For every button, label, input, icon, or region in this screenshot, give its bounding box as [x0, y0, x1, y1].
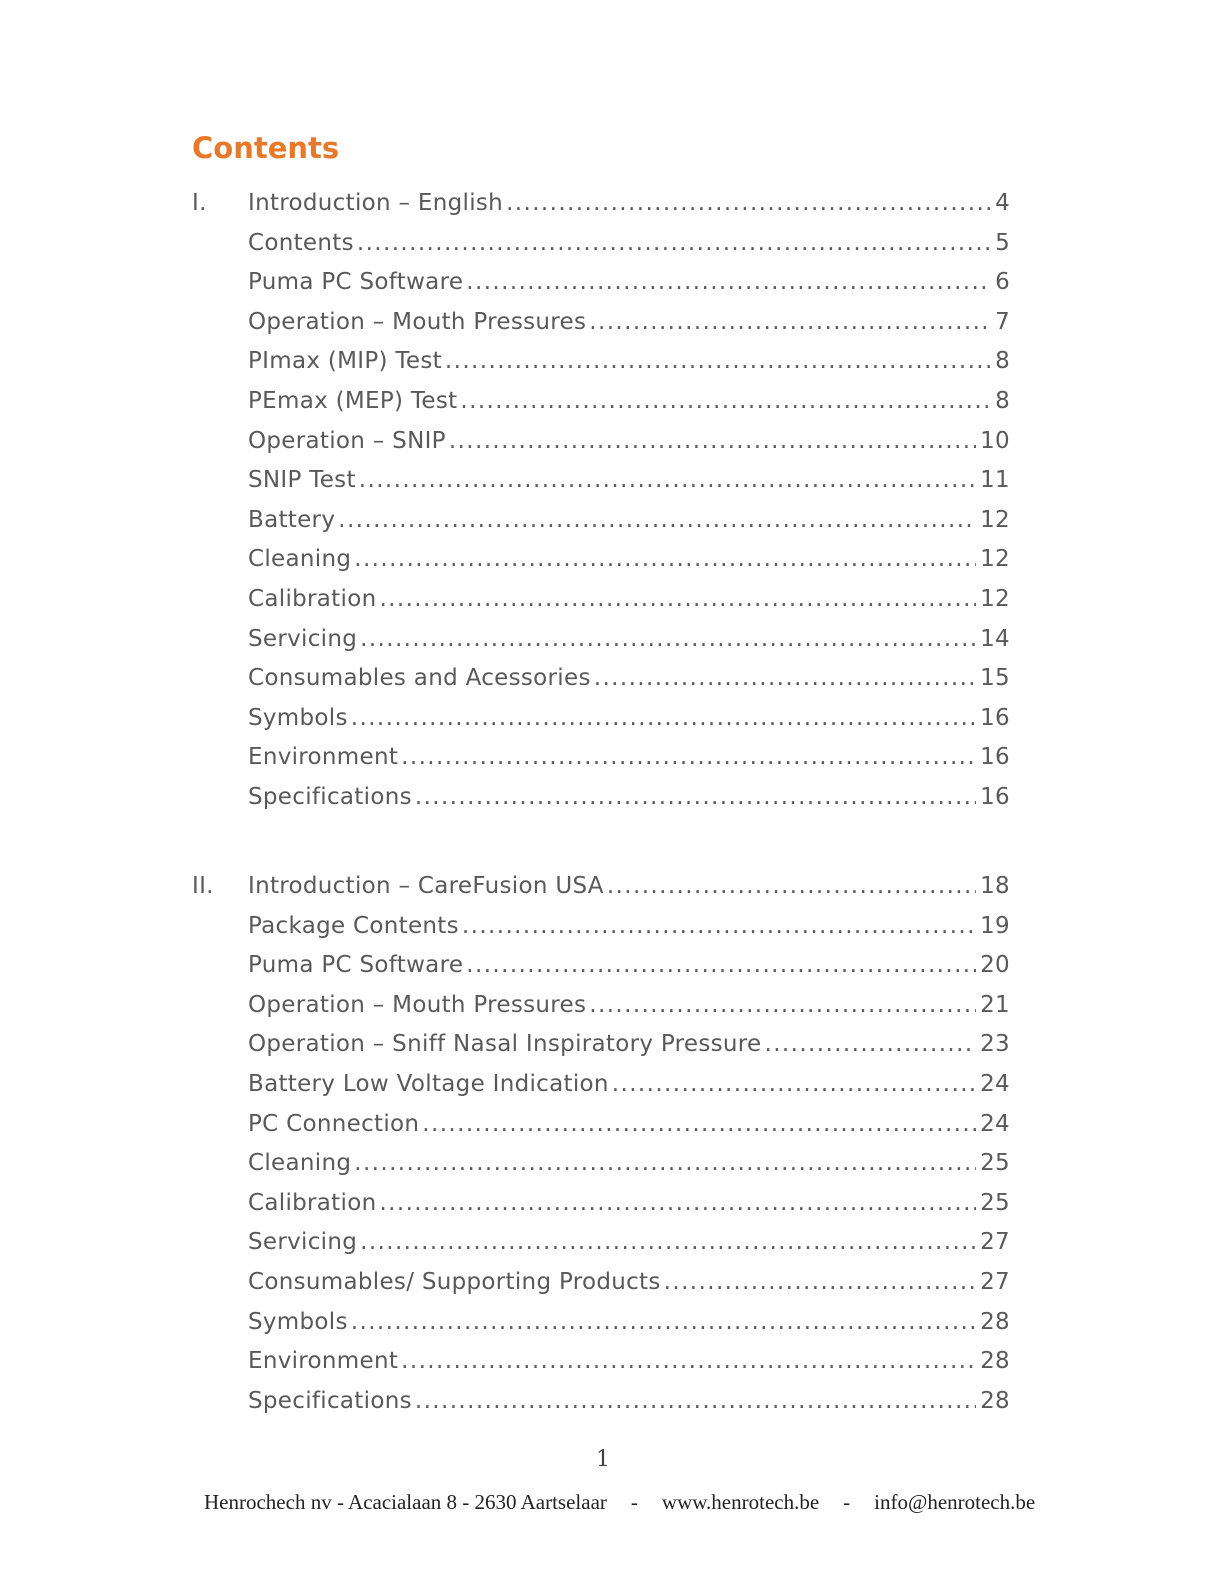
- toc-entry-label[interactable]: Puma PC Software: [248, 269, 464, 296]
- toc-entry-line[interactable]: [248, 342, 1010, 382]
- toc-entry-label[interactable]: PC Connection: [248, 1110, 420, 1137]
- toc-entry[interactable]: [0, 1223, 1219, 1263]
- toc-entry-page-number[interactable]: 12: [980, 546, 1010, 573]
- dot-leader: [415, 778, 976, 818]
- toc-entry[interactable]: [0, 580, 1219, 620]
- toc-entry-label[interactable]: SNIP Test: [248, 467, 356, 494]
- toc-entry-page-number[interactable]: 7: [995, 308, 1010, 335]
- toc-entry-line[interactable]: [248, 946, 1010, 986]
- page-title: Contents: [192, 131, 340, 165]
- toc-entry-line[interactable]: [248, 986, 1010, 1026]
- toc-entry-line[interactable]: [248, 303, 1010, 343]
- toc-entry-line[interactable]: [248, 778, 1010, 818]
- dot-leader: [351, 699, 976, 739]
- toc-entry-line[interactable]: [248, 907, 1010, 947]
- toc-entry[interactable]: [0, 1382, 1219, 1422]
- toc-entry-page-number[interactable]: 12: [980, 506, 1010, 533]
- toc-entry[interactable]: [0, 867, 1219, 907]
- toc-entry-page-number[interactable]: 25: [980, 1189, 1010, 1216]
- toc-entry-label[interactable]: PEmax (MEP) Test: [248, 387, 458, 414]
- dot-leader: [422, 1105, 976, 1145]
- dot-leader: [589, 303, 991, 343]
- footer-company: Henrochech nv - Acacialaan 8 - 2630 Aartselaar: [204, 1490, 607, 1514]
- toc-entry[interactable]: [0, 1263, 1219, 1303]
- toc-entry-line[interactable]: [248, 461, 1010, 501]
- toc-entry-page-number[interactable]: 18: [980, 873, 1010, 899]
- toc-entry[interactable]: [0, 699, 1219, 739]
- toc-entry[interactable]: [0, 263, 1219, 303]
- footer-email[interactable]: info@henrotech.be: [874, 1490, 1036, 1514]
- dot-leader: [607, 867, 976, 907]
- toc-entry-label[interactable]: Consumables and Acessories: [248, 665, 591, 692]
- toc-entry[interactable]: [0, 342, 1219, 382]
- toc-entry-page-number[interactable]: 28: [980, 1308, 1010, 1335]
- footer: [204, 1490, 1035, 1515]
- toc-entry-page-number[interactable]: 10: [980, 427, 1010, 454]
- toc-entry[interactable]: [0, 1025, 1219, 1065]
- toc-entry[interactable]: [0, 738, 1219, 778]
- toc-entry-line[interactable]: [248, 184, 1010, 224]
- toc-entry-line[interactable]: [248, 501, 1010, 541]
- dot-leader: [765, 1025, 977, 1065]
- dot-leader: [445, 342, 991, 382]
- toc-entry-label[interactable]: Cleaning: [248, 1150, 352, 1177]
- toc-entry-page-number[interactable]: 4: [995, 190, 1010, 216]
- toc-entry-line[interactable]: [248, 382, 1010, 422]
- toc-entry[interactable]: [0, 620, 1219, 660]
- dot-leader: [360, 620, 976, 660]
- dot-leader: [379, 1184, 976, 1224]
- toc-entry-page-number[interactable]: 21: [980, 991, 1010, 1018]
- toc-entry-label[interactable]: Calibration: [248, 585, 377, 612]
- toc-entry[interactable]: [0, 1303, 1219, 1343]
- toc-entry-page-number[interactable]: 8: [995, 348, 1010, 375]
- toc-entry-line[interactable]: [248, 867, 1010, 907]
- dot-leader: [594, 659, 976, 699]
- dot-leader: [354, 540, 976, 580]
- dot-leader: [359, 461, 976, 501]
- toc-entry[interactable]: [0, 1342, 1219, 1382]
- footer-separator: -: [843, 1490, 851, 1514]
- toc-entry-line[interactable]: [248, 1382, 1010, 1422]
- toc-entry-line[interactable]: [248, 580, 1010, 620]
- toc-entry[interactable]: [0, 907, 1219, 947]
- toc-entry-line[interactable]: [248, 1184, 1010, 1224]
- page-number: 1: [596, 1447, 610, 1472]
- toc-entry-page-number[interactable]: 12: [980, 585, 1010, 612]
- dot-leader: [379, 580, 976, 620]
- toc-entry-page-number[interactable]: 24: [980, 1070, 1010, 1097]
- toc-entry-line[interactable]: [248, 422, 1010, 462]
- toc-entry[interactable]: [0, 986, 1219, 1026]
- toc-entry[interactable]: [0, 946, 1219, 986]
- toc-entry-page-number[interactable]: 5: [995, 229, 1010, 256]
- dot-leader: [664, 1263, 976, 1303]
- toc-entry-label[interactable]: Battery: [248, 506, 336, 533]
- toc-entry-page-number[interactable]: 11: [980, 467, 1010, 494]
- dot-leader: [506, 184, 991, 224]
- toc-entry-line[interactable]: [248, 1223, 1010, 1263]
- dot-leader: [462, 907, 976, 947]
- toc-entry[interactable]: [0, 501, 1219, 541]
- toc-section-english: [0, 184, 1219, 818]
- toc-entry-line[interactable]: [248, 540, 1010, 580]
- dot-leader: [449, 422, 976, 462]
- dot-leader: [401, 738, 976, 778]
- toc-section-carefusion-usa: [0, 867, 1219, 1421]
- toc-entry-label[interactable]: Contents: [248, 229, 354, 256]
- toc-entry-page-number[interactable]: 27: [980, 1229, 1010, 1256]
- toc-entry-page-number[interactable]: 28: [980, 1348, 1010, 1375]
- toc-entry-label[interactable]: Specifications: [248, 783, 412, 810]
- toc-entry-label[interactable]: Environment: [248, 744, 399, 771]
- toc-entry-line[interactable]: [248, 263, 1010, 303]
- toc-entry[interactable]: [0, 1144, 1219, 1184]
- dot-leader: [357, 224, 991, 264]
- toc-entry-line[interactable]: [248, 620, 1010, 660]
- toc-entry-line[interactable]: [248, 1025, 1010, 1065]
- toc-entry-line[interactable]: [248, 1144, 1010, 1184]
- toc-entry-label[interactable]: Introduction – English: [248, 190, 504, 216]
- toc-entry-label[interactable]: Introduction – CareFusion USA: [248, 873, 604, 899]
- toc-entry-page-number[interactable]: 16: [980, 704, 1010, 731]
- toc-entry[interactable]: [0, 422, 1219, 462]
- toc-entry-label[interactable]: Environment: [248, 1348, 399, 1375]
- dot-leader: [338, 501, 976, 541]
- dot-leader: [589, 986, 976, 1026]
- section-numeral: I.: [192, 190, 207, 216]
- toc-entry-page-number[interactable]: 16: [980, 744, 1010, 771]
- toc-entry-label[interactable]: Package Contents: [248, 912, 459, 939]
- toc-entry-page-number[interactable]: 6: [995, 269, 1010, 296]
- toc-entry-label[interactable]: Specifications: [248, 1387, 412, 1414]
- dot-leader: [612, 1065, 976, 1105]
- toc-entry[interactable]: [0, 1184, 1219, 1224]
- toc-entry-label[interactable]: Calibration: [248, 1189, 377, 1216]
- dot-leader: [401, 1342, 976, 1382]
- footer-website[interactable]: www.henrotech.be: [661, 1490, 820, 1514]
- dot-leader: [354, 1144, 976, 1184]
- toc-entry-label[interactable]: Cleaning: [248, 546, 352, 573]
- toc-entry-label[interactable]: Battery Low Voltage Indication: [248, 1070, 609, 1097]
- toc-entry-line[interactable]: [248, 1342, 1010, 1382]
- toc-entry-line[interactable]: [248, 1105, 1010, 1145]
- toc-entry-line[interactable]: [248, 1065, 1010, 1105]
- toc-entry-page-number[interactable]: 8: [995, 387, 1010, 414]
- toc-entry-page-number[interactable]: 25: [980, 1150, 1010, 1177]
- toc-entry-line[interactable]: [248, 1263, 1010, 1303]
- toc-entry-page-number[interactable]: 16: [980, 783, 1010, 810]
- section-numeral: II.: [192, 873, 214, 899]
- toc-entry-page-number[interactable]: 27: [980, 1268, 1010, 1295]
- toc-entry-label[interactable]: Symbols: [248, 704, 348, 731]
- toc-entry-page-number[interactable]: 14: [980, 625, 1010, 652]
- toc-entry-line[interactable]: [248, 224, 1010, 264]
- toc-entry-label[interactable]: Puma PC Software: [248, 952, 464, 979]
- toc-entry[interactable]: [0, 1065, 1219, 1105]
- dot-leader: [360, 1223, 976, 1263]
- toc-entry-label[interactable]: Servicing: [248, 1229, 358, 1256]
- dot-leader: [351, 1303, 976, 1343]
- dot-leader: [466, 263, 991, 303]
- toc-entry[interactable]: [0, 461, 1219, 501]
- toc-entry-page-number[interactable]: 15: [980, 665, 1010, 692]
- toc-entry-page-number[interactable]: 28: [980, 1387, 1010, 1414]
- toc-entry-label[interactable]: Operation – Sniff Nasal Inspiratory Pressure: [248, 1031, 762, 1058]
- toc-entry-page-number[interactable]: 20: [980, 952, 1010, 979]
- toc-entry-label[interactable]: Operation – SNIP: [248, 427, 446, 454]
- toc-entry-line[interactable]: [248, 659, 1010, 699]
- toc-entry[interactable]: [0, 382, 1219, 422]
- toc-entry-line[interactable]: [248, 1303, 1010, 1343]
- toc-entry[interactable]: [0, 303, 1219, 343]
- toc-entry-label[interactable]: Servicing: [248, 625, 358, 652]
- dot-leader: [460, 382, 991, 422]
- toc-entry-label[interactable]: Consumables/ Supporting Products: [248, 1268, 661, 1295]
- toc-entry-label[interactable]: Symbols: [248, 1308, 348, 1335]
- toc-entry-page-number[interactable]: 19: [980, 912, 1010, 939]
- toc-entry-line[interactable]: [248, 699, 1010, 739]
- toc-entry-label[interactable]: Operation – Mouth Pressures: [248, 308, 587, 335]
- footer-separator: -: [630, 1490, 638, 1514]
- toc-entry[interactable]: [0, 184, 1219, 224]
- toc-entry-page-number[interactable]: 24: [980, 1110, 1010, 1137]
- toc-entry-line[interactable]: [248, 738, 1010, 778]
- toc-entry[interactable]: [0, 540, 1219, 580]
- toc-entry-label[interactable]: Operation – Mouth Pressures: [248, 991, 587, 1018]
- toc-entry[interactable]: [0, 224, 1219, 264]
- toc-entry[interactable]: [0, 659, 1219, 699]
- toc-entry[interactable]: [0, 1105, 1219, 1145]
- toc-entry-label[interactable]: PImax (MIP) Test: [248, 348, 442, 375]
- dot-leader: [466, 946, 976, 986]
- toc-entry-page-number[interactable]: 23: [980, 1031, 1010, 1058]
- toc-entry[interactable]: [0, 778, 1219, 818]
- dot-leader: [415, 1382, 976, 1422]
